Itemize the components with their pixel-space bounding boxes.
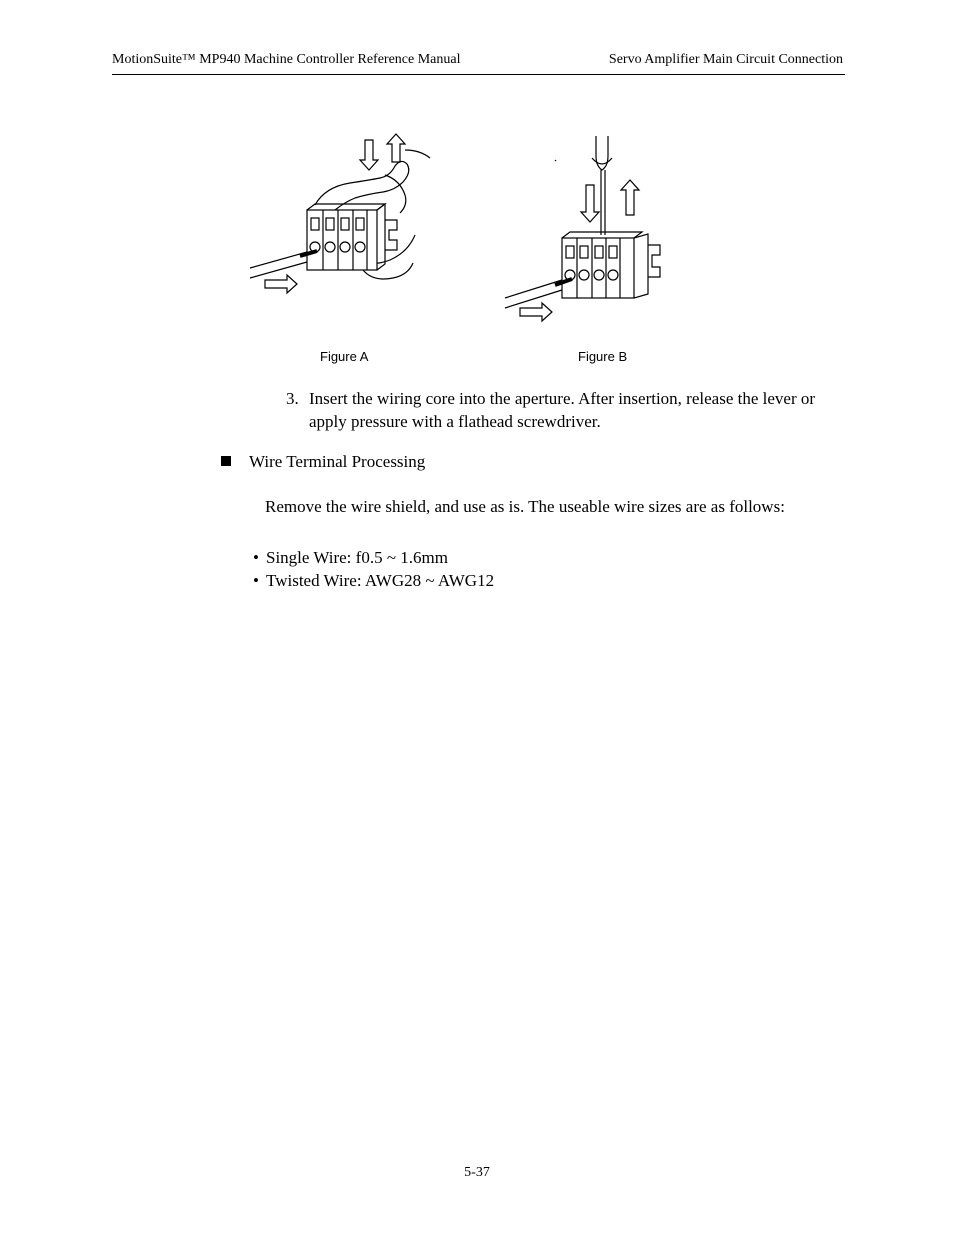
bullet-dot-icon: • — [253, 571, 259, 590]
step-number: 3. — [286, 389, 299, 408]
page-header — [112, 52, 845, 75]
section-heading-text: Wire Terminal Processing — [249, 452, 426, 471]
section-paragraph: Remove the wire shield, and use as is. The useable wire sizes are as follows: — [265, 497, 785, 516]
list-item — [253, 569, 494, 592]
page-number: 5-37 — [464, 1165, 490, 1180]
header-section-title: Servo Amplifier Main Circuit Connection — [608, 52, 843, 67]
step-text: Insert the wiring core into the aperture. After insertion, release the lever or apply pressure with a flathead screwdriver. — [309, 389, 816, 431]
square-bullet-icon — [221, 456, 231, 466]
figure-b-illustration — [500, 130, 700, 325]
list-item-text: Single Wire: f0.5 ~ 1.6mm — [266, 548, 448, 567]
list-item — [253, 546, 494, 569]
figure-b-caption: Figure B — [578, 349, 628, 364]
list-item-text: Twisted Wire: AWG28 ~ AWG12 — [266, 571, 495, 590]
section-heading — [221, 452, 425, 472]
bullet-dot-icon: • — [253, 548, 259, 567]
wire-size-list — [253, 546, 494, 592]
figure-a-illustration — [245, 130, 445, 295]
header-manual-title: MotionSuite™ MP940 Machine Controller Reference Manual — [112, 52, 461, 67]
figure-a-caption: Figure A — [320, 349, 369, 364]
